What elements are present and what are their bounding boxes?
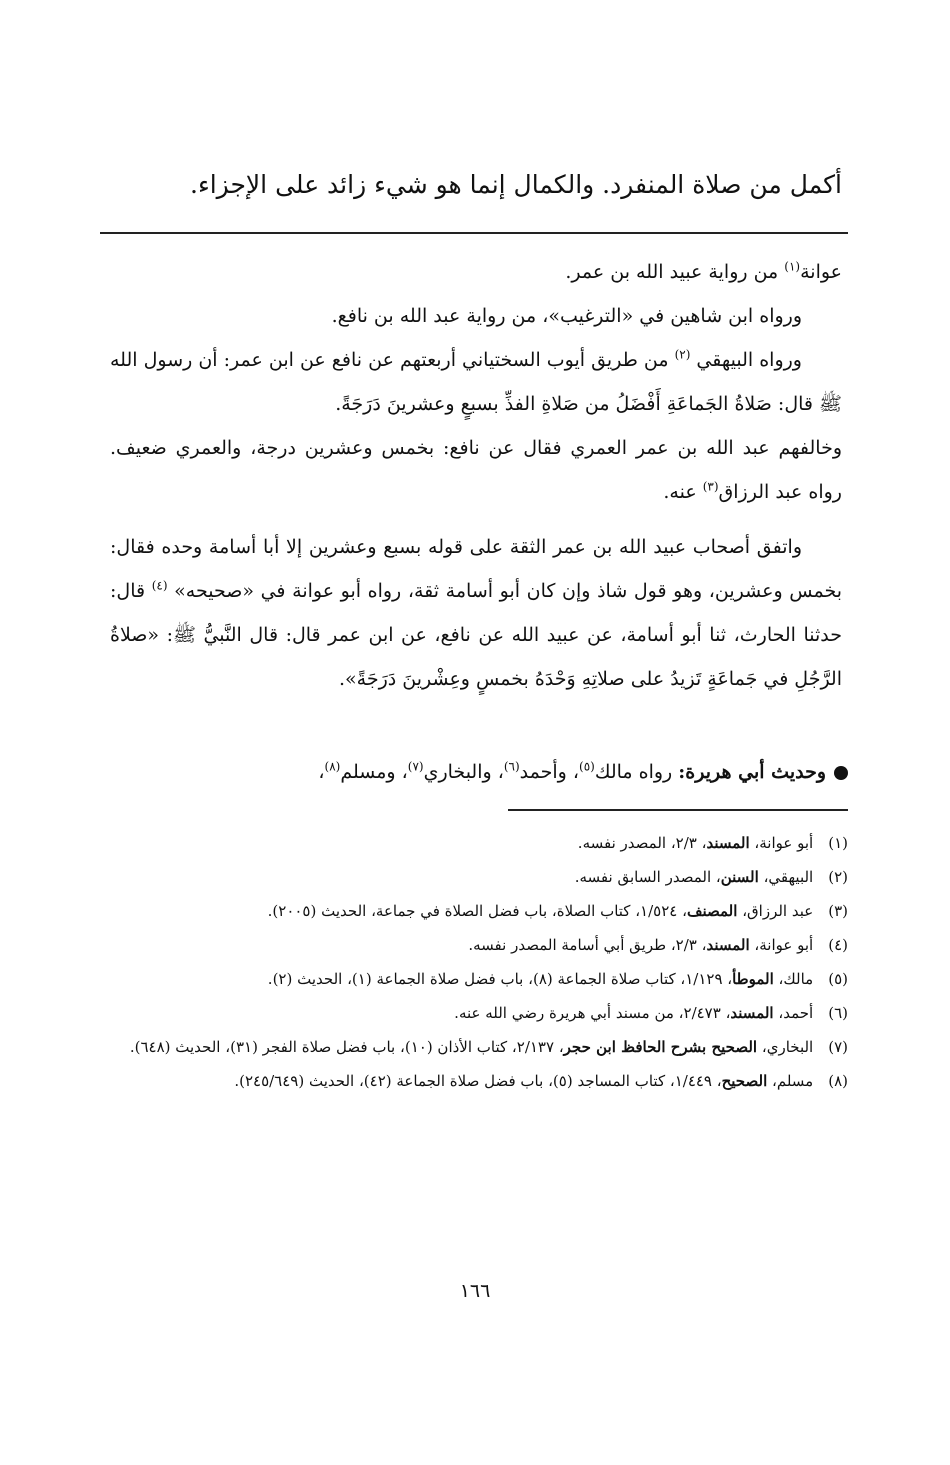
bullet-dot-icon xyxy=(834,766,848,780)
footnote-item: (٧) البخاري، الصحيح بشرح الحافظ ابن حجر، ٢/١٣٧، كتاب الأذان (١٠)، باب فضل صلاة الفجر (٣١)، الحديث (٦٤٨). xyxy=(129,1038,848,1056)
para1-line4: وخالفهم عبد الله بن عمر العمري فقال عن نافع: بخمس وعشرين درجة، والعمري ضعيف. رواه عبد الرزاق$^{(٣)}$ عنه. xyxy=(110,437,842,503)
footnote-item: (٣) عبد الرزاق، المصنف، ١/٥٢٤، كتاب الصلاة، باب فضل الصلاة في جماعة، الحديث (٢٠٠٥). xyxy=(267,902,848,920)
paragraph-2 xyxy=(110,525,842,701)
footnote-ref-2: (٢) xyxy=(674,347,691,362)
footnote-ref-1: (١) xyxy=(784,259,801,274)
para2-text: واتفق أصحاب عبيد الله بن عمر الثقة على قوله بسبع وعشرين إلا أبا أسامة وحده فقال: بخمس وعشرين، وهو قول شاذ وإن كان أبو أسامة ثقة، رواه أبو عوانة في «صحيحه» $^{(٤)}$ قال: حدثنا الحارث، ثنا أبو أسامة، عن عبيد الله عن نافع، عن ابن عمر قال: قال النَّبيُّ ﷺ: «صلاةُ الرَّجُلِ في جَماعَةٍ تَزيدُ على صلاتِهِ وَحْدَهُ بخمسٍ وعِشْرينَ دَرَجَةً». xyxy=(110,536,842,690)
footnote-item: (٢) البيهقي، السنن، المصدر السابق نفسه. xyxy=(574,868,848,886)
para1-line2: ورواه ابن شاهين في «الترغيب»، من رواية عبد الله بن نافع. xyxy=(331,305,802,327)
para1-line1: عوانة$^{(١)}$ من رواية عبيد الله بن عمر. xyxy=(565,259,842,283)
footnote-ref-6: (٦) xyxy=(503,759,520,774)
page-number: ١٦٦ xyxy=(459,1280,491,1302)
top-divider xyxy=(100,232,848,234)
footnote-item: (٦) أحمد، المسند، ٢/٤٧٣، من مسند أبي هريرة رضي الله عنه. xyxy=(454,1004,848,1022)
bullet-hadith-line: وحديث أبي هريرة: رواه مالك$^{(٥)}$، وأحمد$^{(٦)}$، والبخاري$^{(٧)}$، ومسلم$^{(٨)}$، xyxy=(110,750,848,794)
footnote-item: (٨) مسلم، الصحيح، ١/٤٤٩، كتاب المساجد (٥)، باب فضل صلاة الجماعة (٤٢)، الحديث (٢٤٥/٦٤٩). xyxy=(234,1072,848,1090)
para1-line3: ورواه البيهقي $^{(٢)}$ من طريق أيوب السختياني أربعتهم عن نافع عن ابن عمر: أن رسول الله ﷺ قال: صَلاةُ الجَماعَةِ أَفْضَلُ من صَلاةِ الفذِّ بسبعٍ وعشرينَ دَرَجَةً. xyxy=(110,347,842,415)
footnote-divider xyxy=(508,809,848,811)
footnote-ref-3: (٣) xyxy=(702,479,719,494)
footnote-item: (١) أبو عوانة، المسند، ٢/٣، المصدر نفسه. xyxy=(577,834,848,852)
top-continuation-line: أكمل من صلاة المنفرد. والكمال إنما هو شيء زائد على الإجزاء. xyxy=(190,170,842,199)
footnotes xyxy=(110,826,848,1098)
bullet-label: وحديث أبي هريرة: xyxy=(678,761,826,783)
footnote-ref-4: (٤) xyxy=(151,578,168,593)
footnote-ref-7: (٧) xyxy=(407,759,424,774)
footnote-ref-8: (٨) xyxy=(324,759,341,774)
footnote-item: (٥) مالك، الموطأ، ١/١٢٩، كتاب صلاة الجماعة (٨)، باب فضل صلاة الجماعة (١)، الحديث (٢). xyxy=(267,970,848,988)
footnote-item: (٤) أبو عوانة، المسند، ٢/٣، طريق أبي أسامة المصدر نفسه. xyxy=(468,936,848,954)
paragraph-1 xyxy=(110,250,842,514)
footnote-ref-5: (٥) xyxy=(579,759,595,774)
